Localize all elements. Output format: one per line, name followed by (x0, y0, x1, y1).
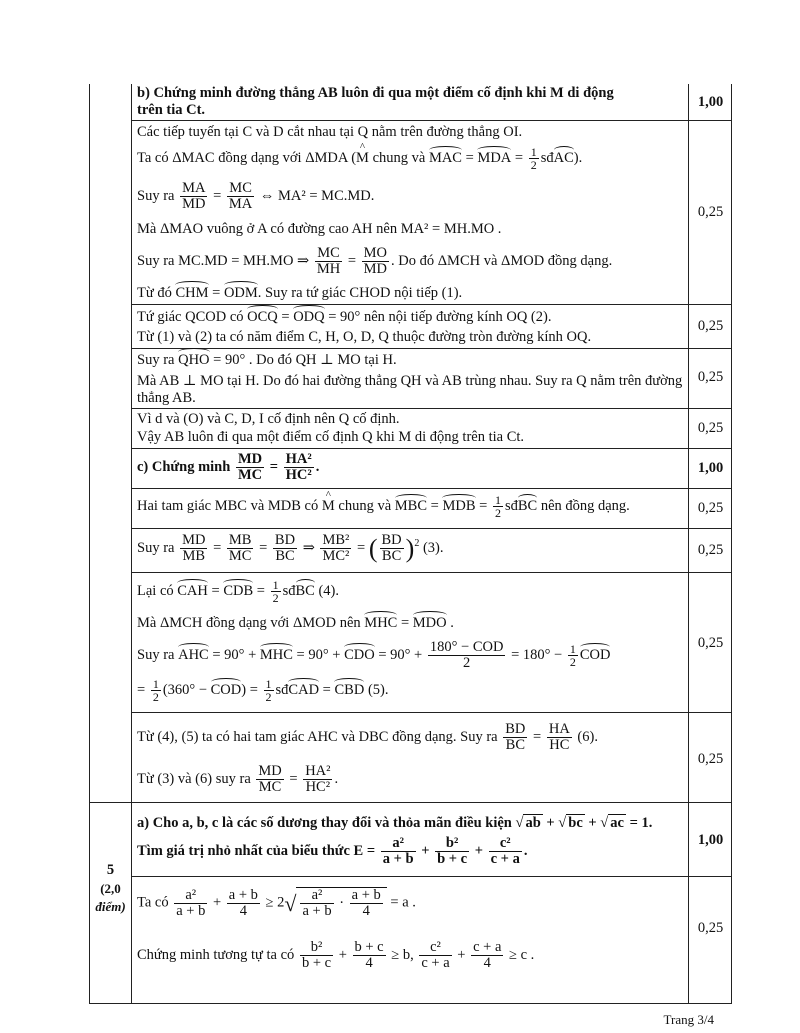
question-points: (2,0 (100, 881, 121, 896)
row-divider (131, 408, 731, 409)
part-b-title: b) Chứng minh đường thẳng AB luôn đi qua một điểm cố định khi M di động (137, 85, 614, 101)
score: 0,25 (697, 369, 724, 385)
score: 0,25 (697, 500, 724, 516)
solution-line: Lại có CAH = CDB = $\frac{1}{2}$ sđBC (4). (137, 578, 340, 605)
part-5a-title-cont: Tìm giá trị nhỏ nhất của biểu thức E = $\frac{\text{a²}}{a + b}$ + $\frac{\text{b²}}{b + c}$ + $\frac{\text{c²}}{c + a}$ . (137, 835, 528, 867)
solution-line: Từ (3) và (6) suy ra $\frac{MD}{MC}$ = $\frac{\text{HA²}}{\text{HC²}}$ . (137, 763, 339, 795)
solution-line: Suy ra MC.MD = MH.MO ⇒ $\frac{MC}{MH}$ = $\frac{MO}{MD}$ . Do đó ΔMCH và ΔMOD đồng dạng. (137, 245, 613, 277)
score: 1,00 (697, 94, 724, 110)
solution-line: Ta có ΔMAC đồng dạng với ΔMDA (^ M chung và MAC = MDA = $\frac{1}{2}$ sđAC). (137, 146, 685, 171)
score: 0,25 (697, 204, 724, 220)
solution-line: Vậy AB luôn đi qua một điểm cố định Q khi M di động trên tia Ct. (137, 429, 525, 445)
score: 0,25 (697, 542, 724, 558)
solution-line: Mà AB ⊥ MO tại H. Do đó hai đường thẳng QH và AB trùng nhau. Suy ra Q nằm trên đường thẳng AB. (137, 373, 683, 406)
score: 0,25 (697, 635, 724, 651)
question-divider (90, 802, 731, 803)
part-c-title: c) Chứng minh $\frac{MD}{MC}$ = $\frac{\text{HA²}}{\text{HC²}}$ . (137, 451, 320, 483)
col-divider-left (131, 84, 132, 1003)
row-divider (131, 876, 731, 877)
solution-line: Tứ giác QCOD có OCQ = ODQ = 90° nên nội tiếp đường kính OQ (2). (137, 309, 552, 325)
solution-line: Từ (1) và (2) ta có năm điểm C, H, O, D, Q thuộc đường tròn đường kính OQ. (137, 329, 592, 345)
question-number: 5 (106, 862, 115, 878)
solution-line: Chứng minh tương tự ta có $\frac{\text{b²}}{b + c}$ + $\frac{b + c}{4}$ ≥ b, $\frac{\text{c²}}{c + a}$ + $\frac{c + a}{4}$ ≥ c . (137, 939, 535, 971)
solution-line: Ta có $\frac{\text{a²}}{a + b}$ + $\frac{a + b}{4}$ ≥ 2√ $\frac{\text{a²}}{a + b}$ · $\frac{a + b}{4}$ = a . (137, 887, 685, 919)
answer-table (89, 84, 732, 1004)
score: 1,00 (697, 460, 724, 476)
score: 0,25 (697, 920, 724, 936)
solution-line: Suy ra AHC = 90° + MHC = 90° + CDO = 90° + $\frac{\text{180° − COD}}{2}$ = 180° − $\frac{1}{2}$ COD (137, 639, 611, 671)
score: 0,25 (697, 751, 724, 767)
solution-line: Mà ΔMAO vuông ở A có đường cao AH nên MA² = MH.MO . (137, 221, 502, 237)
solution-line: Suy ra QHO = 90° . Do đó QH ⊥ MO tại H. (137, 352, 397, 368)
solution-line: Hai tam giác MBC và MDB có ^ M chung và MBC = MDB = $\frac{1}{2}$ sđBC nên đồng dạng. (137, 494, 685, 519)
row-divider (131, 528, 731, 529)
solution-line: Các tiếp tuyến tại C và D cắt nhau tại Q nằm trên đường thẳng OI. (137, 124, 523, 140)
solution-line: = $\frac{1}{2}$ (360° − COD) = $\frac{1}{2}$ sđCAD = CBD (5). (137, 677, 389, 704)
row-divider (131, 304, 731, 305)
score: 1,00 (697, 832, 724, 848)
row-divider (131, 348, 731, 349)
score: 0,25 (697, 420, 724, 436)
solution-line: Từ đó CHM = ODM. Suy ra tứ giác CHOD nội tiếp (1). (137, 285, 463, 301)
question-points-unit: điểm) (95, 899, 126, 914)
page-number: Trang 3/4 (663, 1012, 714, 1027)
part-b-title-cont: trên tia Ct. (137, 102, 206, 118)
solution-line: Từ (4), (5) ta có hai tam giác AHC và DBC đồng dạng. Suy ra $\frac{BD}{BC}$ = $\frac{HA}{HC}$ (6). (137, 721, 598, 753)
row-divider (131, 712, 731, 713)
row-divider (131, 488, 731, 489)
solution-line: Mà ΔMCH đồng dạng với ΔMOD nên MHC = MDO . (137, 615, 454, 631)
solution-line: Suy ra $\frac{MA}{MD}$ = $\frac{MC}{MA}$ ⇔ MA² = MC.MD. (137, 180, 375, 212)
score: 0,25 (697, 318, 724, 334)
row-divider (131, 572, 731, 573)
part-5a-title: a) Cho a, b, c là các số dương thay đổi và thỏa mãn điều kiện √ ab + √ bc + √ ac = 1. (137, 814, 685, 832)
row-divider (131, 448, 731, 449)
solution-line: Vì d và (O) và C, D, I cố định nên Q cố định. (137, 411, 400, 427)
row-divider (131, 120, 731, 121)
solution-line: Suy ra $\frac{MD}{MB}$ = $\frac{MB}{MC}$ = $\frac{BD}{BC}$ ⇒ $\frac{\text{MB²}}{\text{MC²}}$ = ( $\frac{BD}{BC}$ )$^2$ (3). (137, 532, 444, 564)
